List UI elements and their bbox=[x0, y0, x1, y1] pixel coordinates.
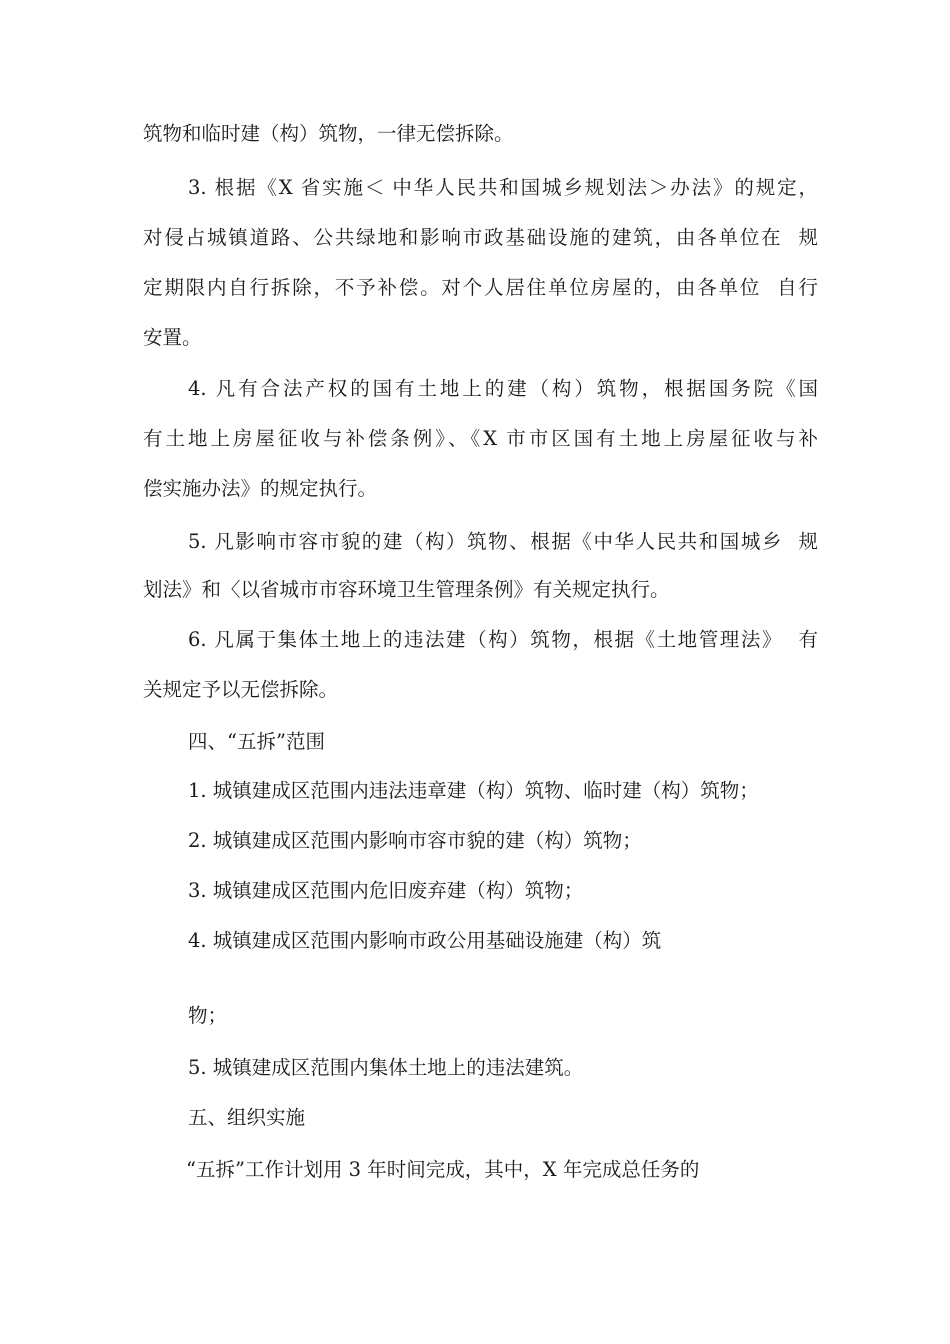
list-item: 4. 城镇建成区范围内影响市政公用基础设施建（构）筑 bbox=[188, 929, 662, 952]
text-line: 筑物和临时建（构）筑物，一律无偿拆除。 bbox=[143, 122, 514, 145]
list-item: 2. 城镇建成区范围内影响市容市貌的建（构）筑物； bbox=[188, 829, 642, 852]
section-heading: 五、组织实施 bbox=[188, 1106, 306, 1129]
text-line: 对侵占城镇道路、公共绿地和影响市政基础设施的建筑，由各单位在 规 bbox=[143, 226, 818, 249]
text-line: 3. 根据《X 省实施＜ 中华人民共和国城乡规划法＞办法》的规定， bbox=[188, 176, 818, 199]
text-line: 划法》和〈以省城市市容环境卫生管理条例》有关规定执行。 bbox=[143, 578, 670, 601]
list-item: 1. 城镇建成区范围内违法违章建（构）筑物、临时建（构）筑物； bbox=[188, 779, 759, 802]
list-item: 5. 城镇建成区范围内集体土地上的违法建筑。 bbox=[188, 1056, 584, 1079]
text-line: 4. 凡有合法产权的国有土地上的建（构）筑物，根据国务院《国 bbox=[188, 377, 818, 400]
text-line: 安置。 bbox=[143, 326, 202, 349]
list-item: 3. 城镇建成区范围内危旧废弃建（构）筑物； bbox=[188, 879, 584, 902]
text-line: 有土地上房屋征收与补偿条例》、《X 市市区国有土地上房屋征收与补 bbox=[143, 427, 818, 450]
section-heading: 四、“五拆”范围 bbox=[188, 730, 325, 753]
text-line: 定期限内自行拆除，不予补偿。对个人居住单位房屋的，由各单位 自行 bbox=[143, 276, 818, 299]
text-line: “五拆”工作计划用 3 年时间完成，其中，X 年完成总任务的 bbox=[186, 1158, 700, 1181]
text-line: 偿实施办法》的规定执行。 bbox=[143, 477, 378, 500]
text-line: 6. 凡属于集体土地上的违法建（构）筑物，根据《土地管理法》 有 bbox=[188, 628, 818, 651]
text-line: 物； bbox=[188, 1004, 228, 1027]
text-line: 5. 凡影响市容市貌的建（构）筑物、根据《中华人民共和国城乡 规 bbox=[188, 530, 818, 553]
text-line: 关规定予以无偿拆除。 bbox=[143, 678, 339, 701]
